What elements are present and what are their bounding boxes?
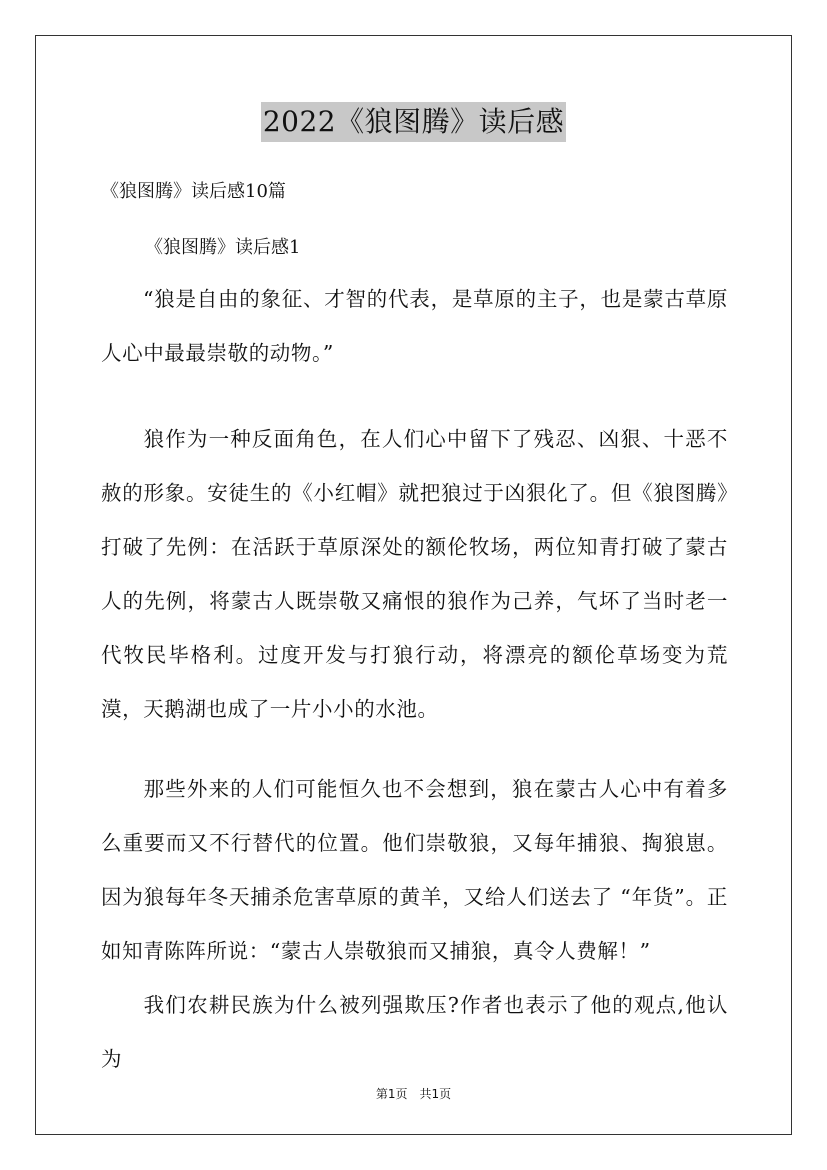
paragraph-2-text: 狼作为一种反面角色，在人们心中留下了残忍、凶狠、十恶不赦的形象。安徒生的《小红帽》就把狼过于凶狠化了。但《狼图腾》打破了先例：在活跃于草原深处的额伦牧场，两位知青打破了蒙古人的先例，将蒙古人既崇敬又痛恨的狼作为己养，气坏了当时老一代牧民毕格利。过度开发与打狼行动，将漂亮的额伦草场变为荒漠，天鹅湖也成了一片小小的水池。 xyxy=(101,427,728,721)
document-subtitle: 《狼图腾》读后感10篇 xyxy=(101,181,286,202)
paragraph-3-text: 那些外来的人们可能恒久也不会想到，狼在蒙古人心中有着多么重要而又不行替代的位置。他们崇敬狼，又每年捕狼、掏狼崽。因为狼每年冬天捕杀危害草原的黄羊，又给人们送去了 “年货”。正如知青陈阵所说：“蒙古人崇敬狼而又捕狼，真令人费解！” xyxy=(101,777,728,963)
paragraph-2 xyxy=(101,412,728,736)
paragraph-3 xyxy=(101,762,728,978)
paragraph-4-text: 我们农耕民族为什么被列强欺压?作者也表示了他的观点,他认为 xyxy=(101,993,728,1071)
section-heading: 《狼图腾》读后感1 xyxy=(145,237,301,258)
paragraph-1 xyxy=(101,272,728,380)
page-footer: 第1页 共1页 xyxy=(375,1087,452,1101)
title-wrap xyxy=(0,102,827,142)
paragraph-1-text: “狼是自由的象征、才智的代表，是草原的主子，也是蒙古草原人心中最最崇敬的动物。” xyxy=(101,287,728,365)
document-title: 2022《狼图腾》读后感 xyxy=(261,102,566,142)
paragraph-4 xyxy=(101,978,728,1086)
